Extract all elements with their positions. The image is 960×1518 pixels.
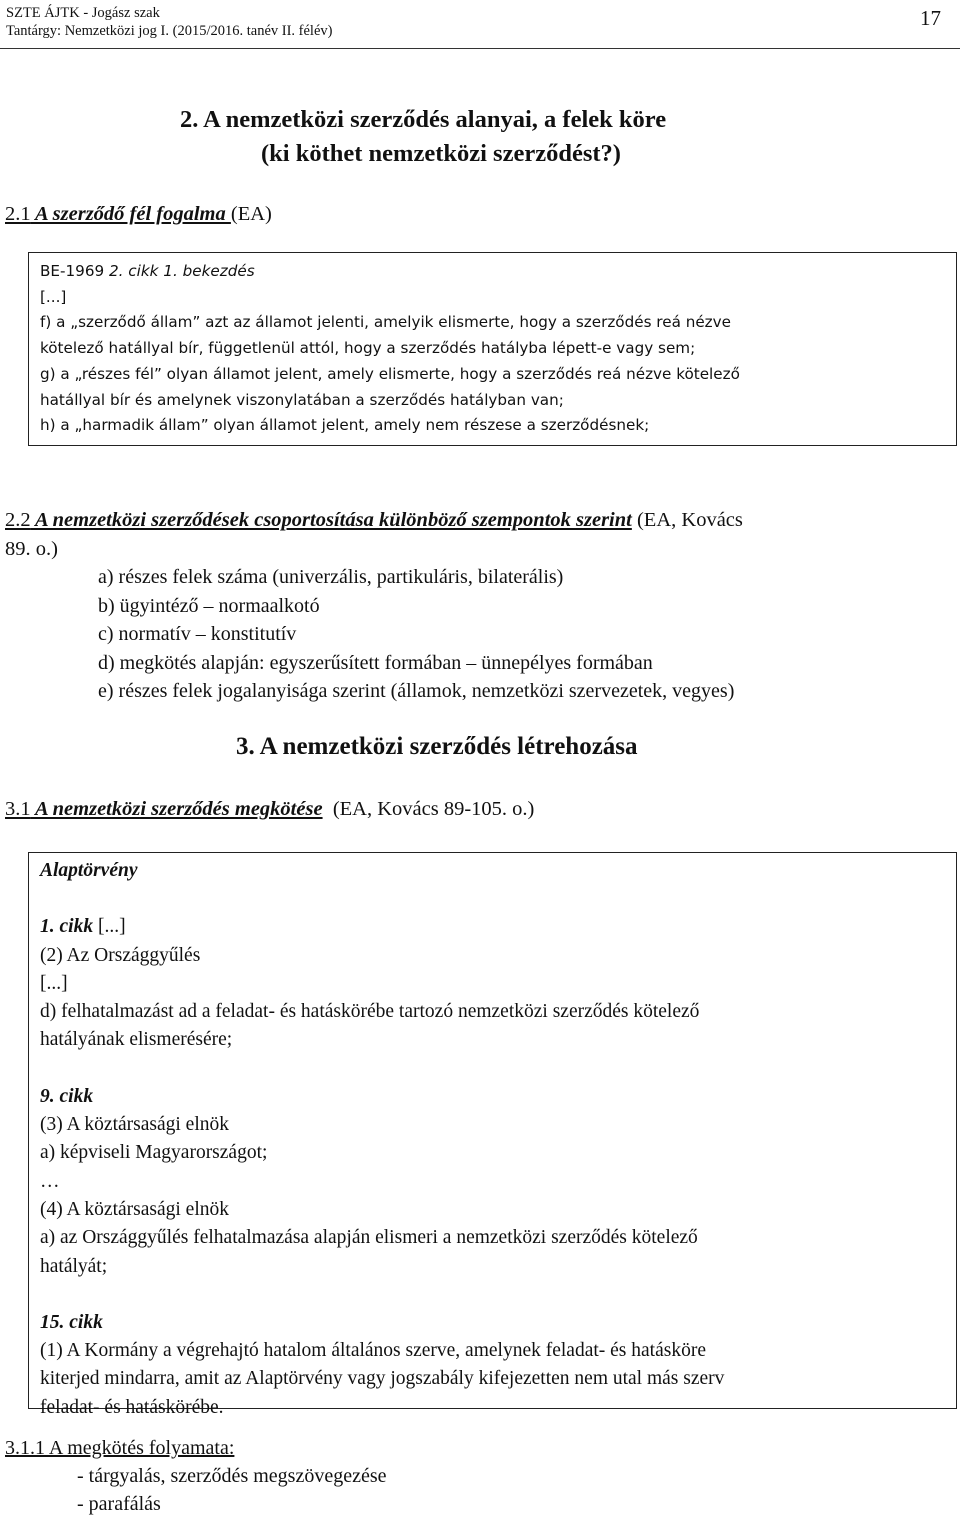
article-1-label: 1. cikk: [40, 916, 94, 938]
list-item: b) ügyintéző – normaalkotó: [98, 594, 320, 617]
section-3-1-title: A nemzetközi szerződés megkötése: [30, 798, 323, 820]
section-3-1-suffix: (EA, Kovács 89-105. o.): [322, 798, 535, 820]
chapter-2-title-line-2: (ki köthet nemzetközi szerződést?): [261, 140, 621, 167]
section-2-2-suffix-line-2: 89. o.): [5, 538, 58, 560]
box1-line: [...]: [40, 287, 67, 306]
section-2-2-title: A nemzetközi szerződések csoportosítása különböző szempontok szerint: [30, 509, 632, 531]
section-3-1-1-title: 3.1.1 A megkötés folyamata:: [5, 1437, 235, 1459]
classification-list: [98, 563, 734, 706]
box1-heading: [40, 259, 956, 285]
list-item: d) megkötés alapján: egyszerűsített formában – ünnepélyes formában: [98, 651, 653, 674]
box2-line: (2) Az Országgyűlés: [40, 944, 201, 966]
list-item: a) részes felek száma (univerzális, partikuláris, bilaterális): [98, 566, 564, 588]
box2-line: kiterjed mindarra, amit az Alaptörvény vagy jogszabály kifejezetten nem utal más szerv: [40, 1368, 725, 1390]
page-number: 17: [920, 6, 941, 30]
box1-line: kötelező hatállyal bír, függetlenül attól, hogy a szerződés hatályba lépett-e vagy sem;: [40, 339, 696, 358]
box2-line: (4) A köztársasági elnök: [40, 1198, 229, 1220]
article-1-heading: [40, 913, 956, 941]
list-item: - parafálás: [77, 1493, 161, 1515]
box1-line: g) a „részes fél” olyan államot jelent, amely elismerte, hogy a szerződés reá nézve kötelező: [40, 364, 740, 383]
box2-line: d) felhatalmazást ad a feladat- és hatáskörébe tartozó nemzetközi szerződés kötelező: [40, 1001, 700, 1023]
list-item: c) normatív – konstitutív: [98, 623, 297, 646]
section-2-2-heading: [5, 506, 743, 564]
box1-line: f) a „szerződő állam” azt az államot jelenti, amelyik elismerte, hogy a szerződés reá nézve: [40, 313, 731, 332]
list-item: e) részes felek jogalanyisága szerint (államok, nemzetközi szervezetek, vegyes): [98, 680, 735, 703]
list-item: - tárgyalás, szerződés megszövegezése: [77, 1465, 387, 1487]
box2-line: hatályának elismerésére;: [40, 1029, 233, 1051]
page-header: [6, 4, 332, 40]
box2-line: feladat- és hatáskörébe.: [40, 1396, 224, 1418]
box1-heading-plain: BE-1969: [40, 262, 109, 280]
box2-line: (3) A köztársasági elnök: [40, 1114, 229, 1136]
box2-heading: Alaptörvény: [40, 860, 138, 881]
chapter-2-title-line-1: 2. A nemzetközi szerződés alanyai, a felek köre: [180, 106, 667, 133]
box2-line: hatályát;: [40, 1255, 108, 1277]
box1-line: hatállyal bír és amelynek viszonylatában a szerződés hatályban van;: [40, 390, 564, 409]
header-divider: [0, 48, 960, 49]
box1-heading-italic: 2. cikk 1. bekezdés: [108, 262, 255, 280]
section-2-1-title: A szerződő fél fogalma: [30, 203, 231, 225]
box2-line: a) az Országgyűlés felhatalmazása alapján elismeri a nemzetközi szerződés kötelező: [40, 1227, 698, 1249]
treaty-definitions-box: [28, 252, 957, 446]
box2-line: …: [40, 1170, 60, 1192]
box2-line: [...]: [40, 972, 68, 994]
fundamental-law-box: [28, 852, 957, 1418]
chapter-2-title: [180, 103, 666, 171]
conclusion-process: [5, 1434, 386, 1518]
section-3-1-heading: [5, 798, 534, 821]
chapter-3-title: 3. A nemzetközi szerződés létrehozása: [236, 733, 638, 760]
section-2-2-number: 2.2: [5, 509, 31, 531]
article-9-label: 9. cikk: [40, 1085, 94, 1107]
article-15-label: 15. cikk: [40, 1311, 103, 1333]
box2-line: a) képviseli Magyarországot;: [40, 1142, 268, 1164]
section-2-1-number: 2.1: [5, 203, 31, 225]
section-2-1-suffix: (EA): [230, 203, 272, 225]
section-2-2-suffix: (EA, Kovács: [631, 509, 743, 531]
box1-line: h) a „harmadik állam” olyan államot jelent, amely nem részese a szerződésnek;: [40, 416, 650, 435]
article-1-suffix: [...]: [93, 916, 126, 938]
section-2-1-heading: [5, 203, 272, 226]
box2-line: (1) A Kormány a végrehajtó hatalom általános szerve, amelynek feladat- és hatásköre: [40, 1340, 706, 1362]
header-line-1: SZTE ÁJTK - Jogász szak: [6, 5, 160, 21]
header-line-2: Tantárgy: Nemzetközi jog I. (2015/2016. tanév II. félév): [6, 23, 333, 39]
section-3-1-number: 3.1: [5, 798, 31, 820]
